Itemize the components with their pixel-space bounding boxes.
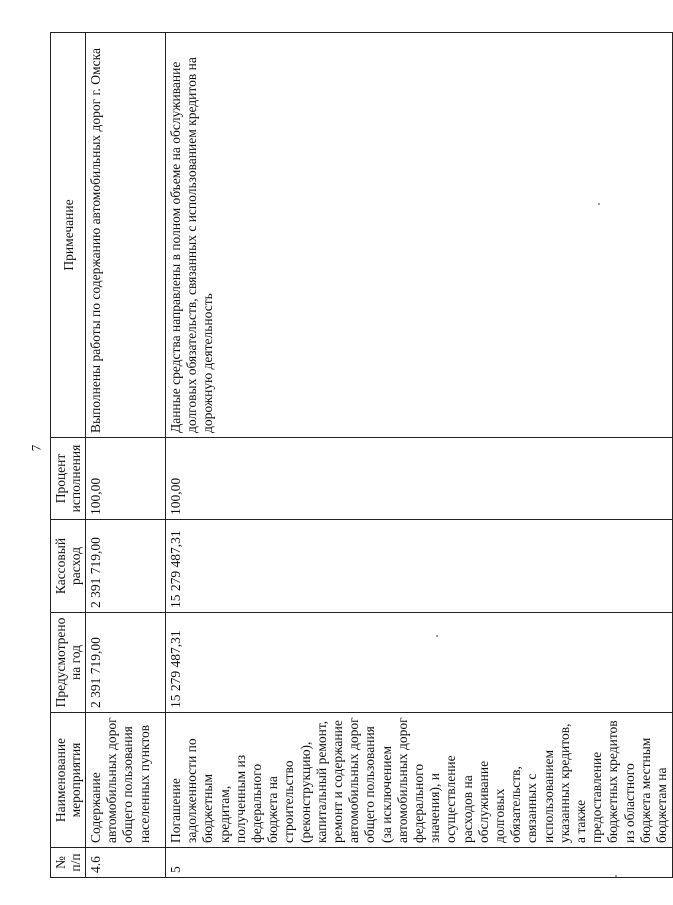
row-percent: 100,00 [86,438,166,520]
row-name: Погашение задолженности по бюджетным кредитам, полученным из федерального бюджета на строительство (реконструкцию), капитальный ремонт, ремонт и содержание автомобильных дорог общего пользования (за исключением автомобильных дорог федерального значения), и осуществление расходов на обслуживание долговых обязательств, связанных с использованием указанных кредитов, а также предоставление бюджетных кредитов из областного бюджета местным бюджетам на [166,713,673,848]
execution-table [50,32,673,878]
row-note: Данные средства направлены в полном объеме на обслуживание долговых обязательств, связанных с использованием кредитов на дорожную деятельность [166,33,673,438]
row-planned: 15 279 487,31 [166,613,673,713]
header-spent: Кассовый расход [51,520,86,613]
scan-speck [615,875,617,877]
header-percent: Процент исполнения [51,438,86,520]
row-name: Содержание автомобильных дорог общего пользования населенных пунктов [86,713,166,848]
page-number: 7 [28,444,44,452]
table-row [86,33,166,878]
table-header-row [51,33,86,878]
row-spent: 2 391 719,00 [86,520,166,613]
row-spent: 15 279 487,31 [166,520,673,613]
header-planned: Предусмотрено на год [51,613,86,713]
header-name: Наименование мероприятия [51,713,86,848]
row-percent: 100,00 [166,438,673,520]
row-num: 4.6 [86,848,166,878]
rotated-page [50,33,670,878]
header-note: Примечание [51,33,86,438]
row-num: 5 [166,848,673,878]
table-row [166,33,673,878]
row-note: Выполнены работы по содержанию автомобильных дорог г. Омска [86,33,166,438]
scan-speck [436,635,438,637]
row-planned: 2 391 719,00 [86,613,166,713]
scan-speck [598,203,600,205]
header-num: № п/п [51,848,86,878]
